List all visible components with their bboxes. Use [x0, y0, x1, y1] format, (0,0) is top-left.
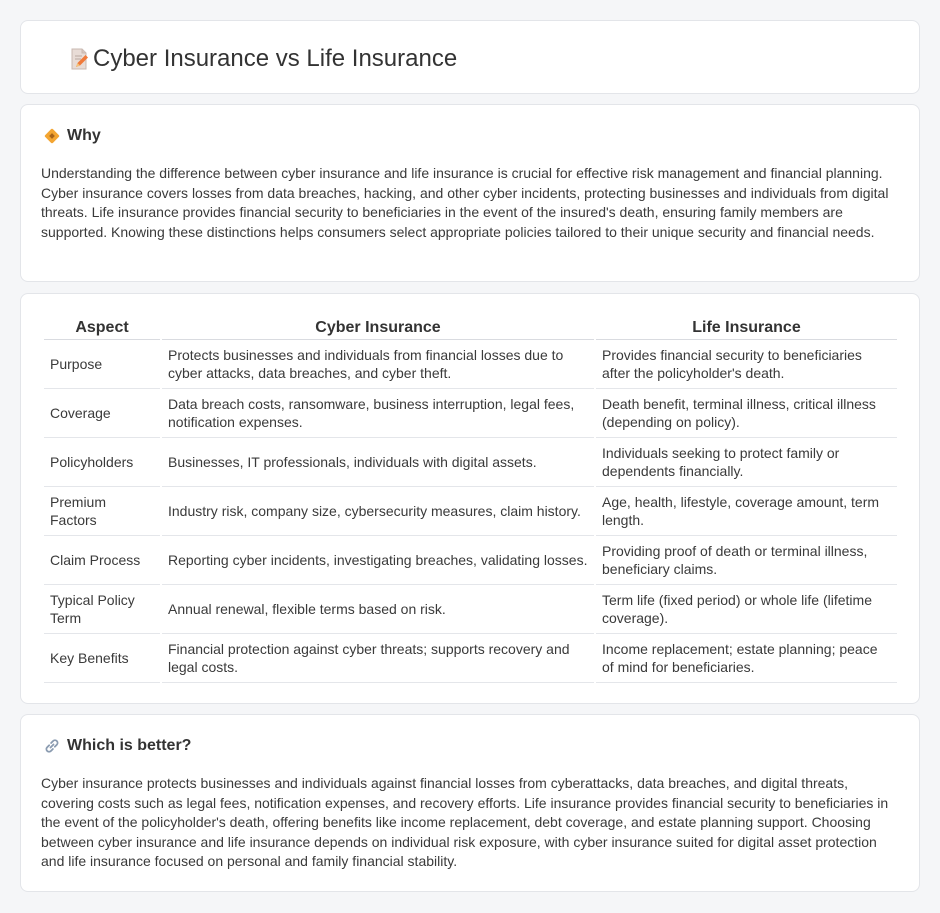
life-cell: Income replacement; estate planning; peace of mind for beneficiaries.: [596, 634, 897, 683]
life-cell: Age, health, lifestyle, coverage amount, term length.: [596, 487, 897, 536]
comparison-table: [42, 315, 899, 683]
why-header: [43, 127, 101, 145]
aspect-cell: Key Benefits: [44, 634, 160, 683]
aspect-cell: Policyholders: [44, 438, 160, 487]
why-text: Understanding the difference between cyber insurance and life insurance is crucial for effective risk management and financial planning. Cyber insurance covers losses from data breaches, hacking, and other cyber incidents, protecting businesses and individuals from digital threats. Life insurance provides financial security to beneficiaries in the event of the insured's death, ensuring family members are supported. Knowing these distinctions helps consumers select appropriate policies tailored to their unique security and financial needs.: [41, 165, 889, 240]
cyber-cell: Data breach costs, ransomware, business interruption, legal fees, notification expenses.: [162, 389, 594, 438]
life-cell: Individuals seeking to protect family or dependents financially.: [596, 438, 897, 487]
aspect-cell: Typical Policy Term: [44, 585, 160, 634]
table-row: [44, 389, 897, 438]
header-life-insurance: Life Insurance: [596, 315, 897, 340]
better-header: [43, 737, 191, 755]
header-cyber-insurance: Cyber Insurance: [162, 315, 594, 340]
cyber-cell: Reporting cyber incidents, investigating breaches, validating losses.: [162, 536, 594, 585]
diamond-icon: [43, 127, 61, 145]
cyber-cell: Financial protection against cyber threats; supports recovery and legal costs.: [162, 634, 594, 683]
table-row: [44, 585, 897, 634]
table-row: [44, 634, 897, 683]
cyber-cell: Businesses, IT professionals, individuals with digital assets.: [162, 438, 594, 487]
life-cell: Death benefit, terminal illness, critical illness (depending on policy).: [596, 389, 897, 438]
table-row: [44, 487, 897, 536]
life-cell: Providing proof of death or terminal illness, beneficiary claims.: [596, 536, 897, 585]
table-row: [44, 340, 897, 389]
cyber-cell: Industry risk, company size, cybersecurity measures, claim history.: [162, 487, 594, 536]
comparison-card: [20, 293, 920, 704]
table-row: [44, 438, 897, 487]
document-pencil-icon: [67, 47, 91, 71]
page-title: Cyber Insurance vs Life Insurance: [93, 45, 458, 72]
which-better-section: [20, 714, 920, 892]
why-section: [20, 104, 920, 282]
life-cell: Provides financial security to beneficiaries after the policyholder's death.: [596, 340, 897, 389]
aspect-cell: Claim Process: [44, 536, 160, 585]
better-heading: Which is better?: [67, 737, 192, 754]
better-text: Cyber insurance protects businesses and individuals against financial losses from cyberattacks, data breaches, and digital threats, covering costs such as legal fees, notification expenses, and recovery efforts. Life insurance provides financial security to beneficiaries in the event of the policyholder's death, offering benefits like income replacement, debt coverage, and estate planning support. Choosing between cyber insurance and life insurance depends on individual risk exposure, with cyber insurance suited for digital asset protection and life insurance focused on personal and family financial stability.: [41, 775, 889, 869]
title-card: [20, 20, 920, 94]
table-row: [44, 536, 897, 585]
aspect-cell: Purpose: [44, 340, 160, 389]
aspect-cell: Premium Factors: [44, 487, 160, 536]
header-aspect: Aspect: [44, 315, 160, 340]
link-icon: [43, 737, 61, 755]
aspect-cell: Coverage: [44, 389, 160, 438]
cyber-cell: Annual renewal, flexible terms based on risk.: [162, 585, 594, 634]
life-cell: Term life (fixed period) or whole life (lifetime coverage).: [596, 585, 897, 634]
cyber-cell: Protects businesses and individuals from financial losses due to cyber attacks, data breaches, and cyber theft.: [162, 340, 594, 389]
table-header-row: [44, 315, 897, 340]
why-heading: Why: [67, 127, 101, 144]
